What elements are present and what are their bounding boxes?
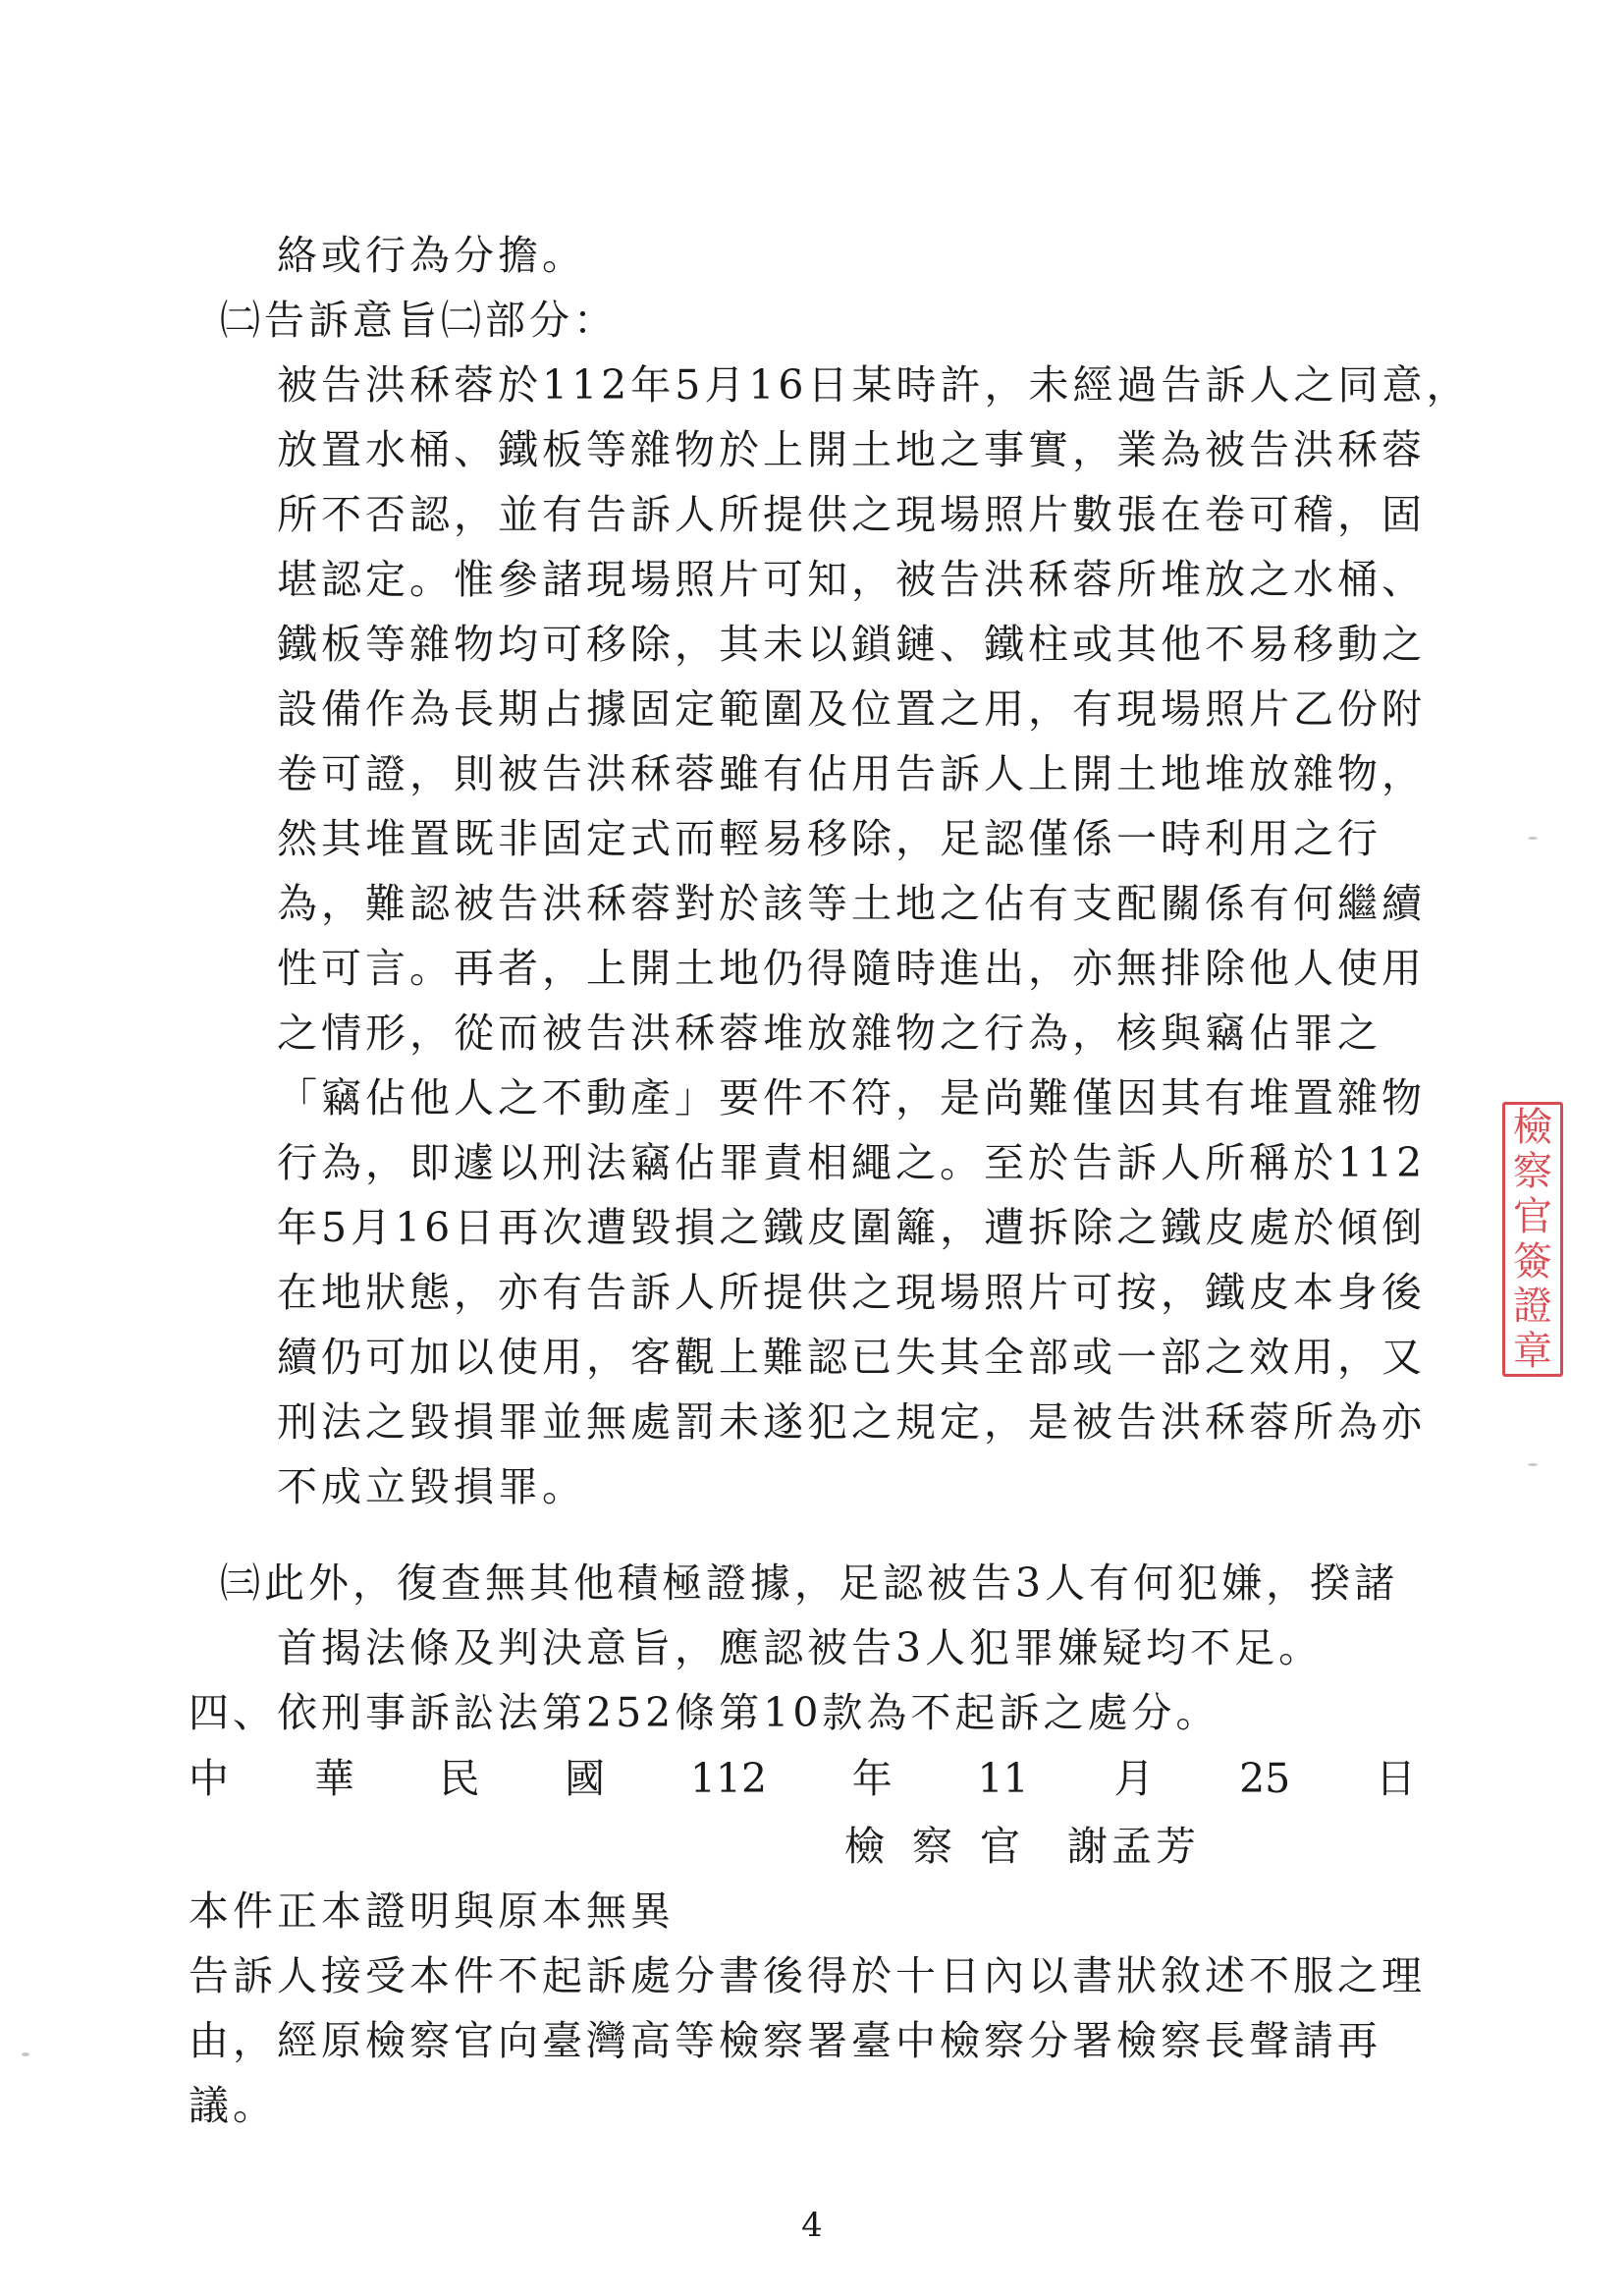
text-line: 「竊佔他人之不動產」要件不符，是尚難僅因其有堆置雜物: [277, 1074, 1426, 1121]
text-line: 之情形，從而被告洪秝蓉堆放雜物之行為，核與竊佔罪之: [277, 1010, 1381, 1057]
text-line: 為，難認被告洪秝蓉對於該等土地之佔有支配關係有何繼續: [277, 880, 1426, 927]
scan-mark: [1528, 1463, 1538, 1466]
date-char: 民: [439, 1755, 480, 1802]
text-line: 設備作為長期占據固定範圍及位置之用，有現場照片乙份附: [277, 685, 1426, 733]
date-month: 11: [977, 1755, 1029, 1802]
date-year: 112: [689, 1755, 768, 1802]
signer-title: 檢察官: [844, 1823, 1048, 1870]
text-line: 鐵板等雜物均可移除，其未以鎖鏈、鐵柱或其他不易移動之: [277, 621, 1426, 668]
text-line: 所不否認，並有告訴人所提供之現場照片數張在卷可稽，固: [277, 491, 1426, 538]
date-char: 日: [1375, 1755, 1416, 1802]
date-day: 25: [1239, 1755, 1291, 1802]
seal-char: 察: [1513, 1149, 1552, 1195]
seal-char: 證: [1513, 1284, 1552, 1330]
text-line: 在地狀態，亦有告訴人所提供之現場照片可按，鐵皮本身後: [277, 1269, 1426, 1316]
scan-mark: [22, 2052, 29, 2056]
notice-line: 議。: [189, 2082, 277, 2129]
date-row: [189, 1751, 1416, 1806]
signer-name: 謝孟芳: [1067, 1823, 1200, 1870]
date-char: 年: [851, 1755, 893, 1802]
date-char: 國: [565, 1755, 606, 1802]
scan-mark: [1528, 837, 1538, 840]
official-seal: [1502, 1102, 1563, 1377]
text-line: 續仍可加以使用，客觀上難認已失其全部或一部之效用，又: [277, 1334, 1426, 1381]
notice-line: 告訴人接受本件不起訴處分書後得於十日內以書狀敘述不服之理: [189, 1952, 1426, 1999]
seal-char: 簽: [1513, 1238, 1552, 1285]
text-line: 年5月16日再次遭毀損之鐵皮圍籬，遭拆除之鐵皮處於傾倒: [277, 1204, 1427, 1251]
text-line: 卷可證，則被告洪秝蓉雖有佔用告訴人上開土地堆放雜物，: [277, 750, 1426, 797]
certify-statement: 本件正本證明與原本無異: [189, 1887, 675, 1935]
seal-char: 檢: [1513, 1104, 1552, 1150]
date-char: 月: [1113, 1755, 1155, 1802]
text-line: 刑法之毀損罪並無處罰未遂犯之規定，是被告洪秝蓉所為亦: [277, 1398, 1426, 1446]
text-line: 不成立毀損罪。: [277, 1463, 586, 1510]
signer: [844, 1819, 1200, 1874]
section-heading: ㈢此外，復查無其他積極證據，足認被告3人有何犯嫌，揆諸: [220, 1559, 1399, 1607]
section-heading: ㈡告訴意旨㈡部分：: [220, 297, 618, 344]
date-char: 華: [313, 1755, 354, 1802]
notice-line: 由，經原檢察官向臺灣高等檢察署臺中檢察分署檢察長聲請再: [189, 2017, 1381, 2064]
text-line: 堪認定。惟參諸現場照片可知，被告洪秝蓉所堆放之水桶、: [277, 556, 1426, 603]
seal-char: 章: [1513, 1329, 1552, 1375]
text-line: 然其堆置既非固定式而輕易移除，足認僅係一時利用之行: [277, 815, 1381, 862]
text-line: 被告洪秝蓉於112年5月16日某時許，未經過告訴人之同意，: [277, 361, 1471, 409]
text-line: 絡或行為分擔。: [277, 232, 586, 279]
text-line: 首揭法條及判決意旨，應認被告3人犯罪嫌疑均不足。: [277, 1624, 1324, 1671]
text-line: 四、依刑事訴訟法第252條第10款為不起訴之處分。: [189, 1689, 1220, 1736]
text-line: 放置水桶、鐵板等雜物於上開土地之事實，業為被告洪秝蓉: [277, 426, 1426, 473]
text-line: 性可言。再者，上開土地仍得隨時進出，亦無排除他人使用: [277, 945, 1426, 992]
page-number: 4: [801, 2206, 823, 2245]
seal-char: 官: [1513, 1194, 1552, 1240]
date-char: 中: [189, 1755, 229, 1802]
text-line: 行為，即遽以刑法竊佔罪責相繩之。至於告訴人所稱於112: [277, 1139, 1427, 1186]
